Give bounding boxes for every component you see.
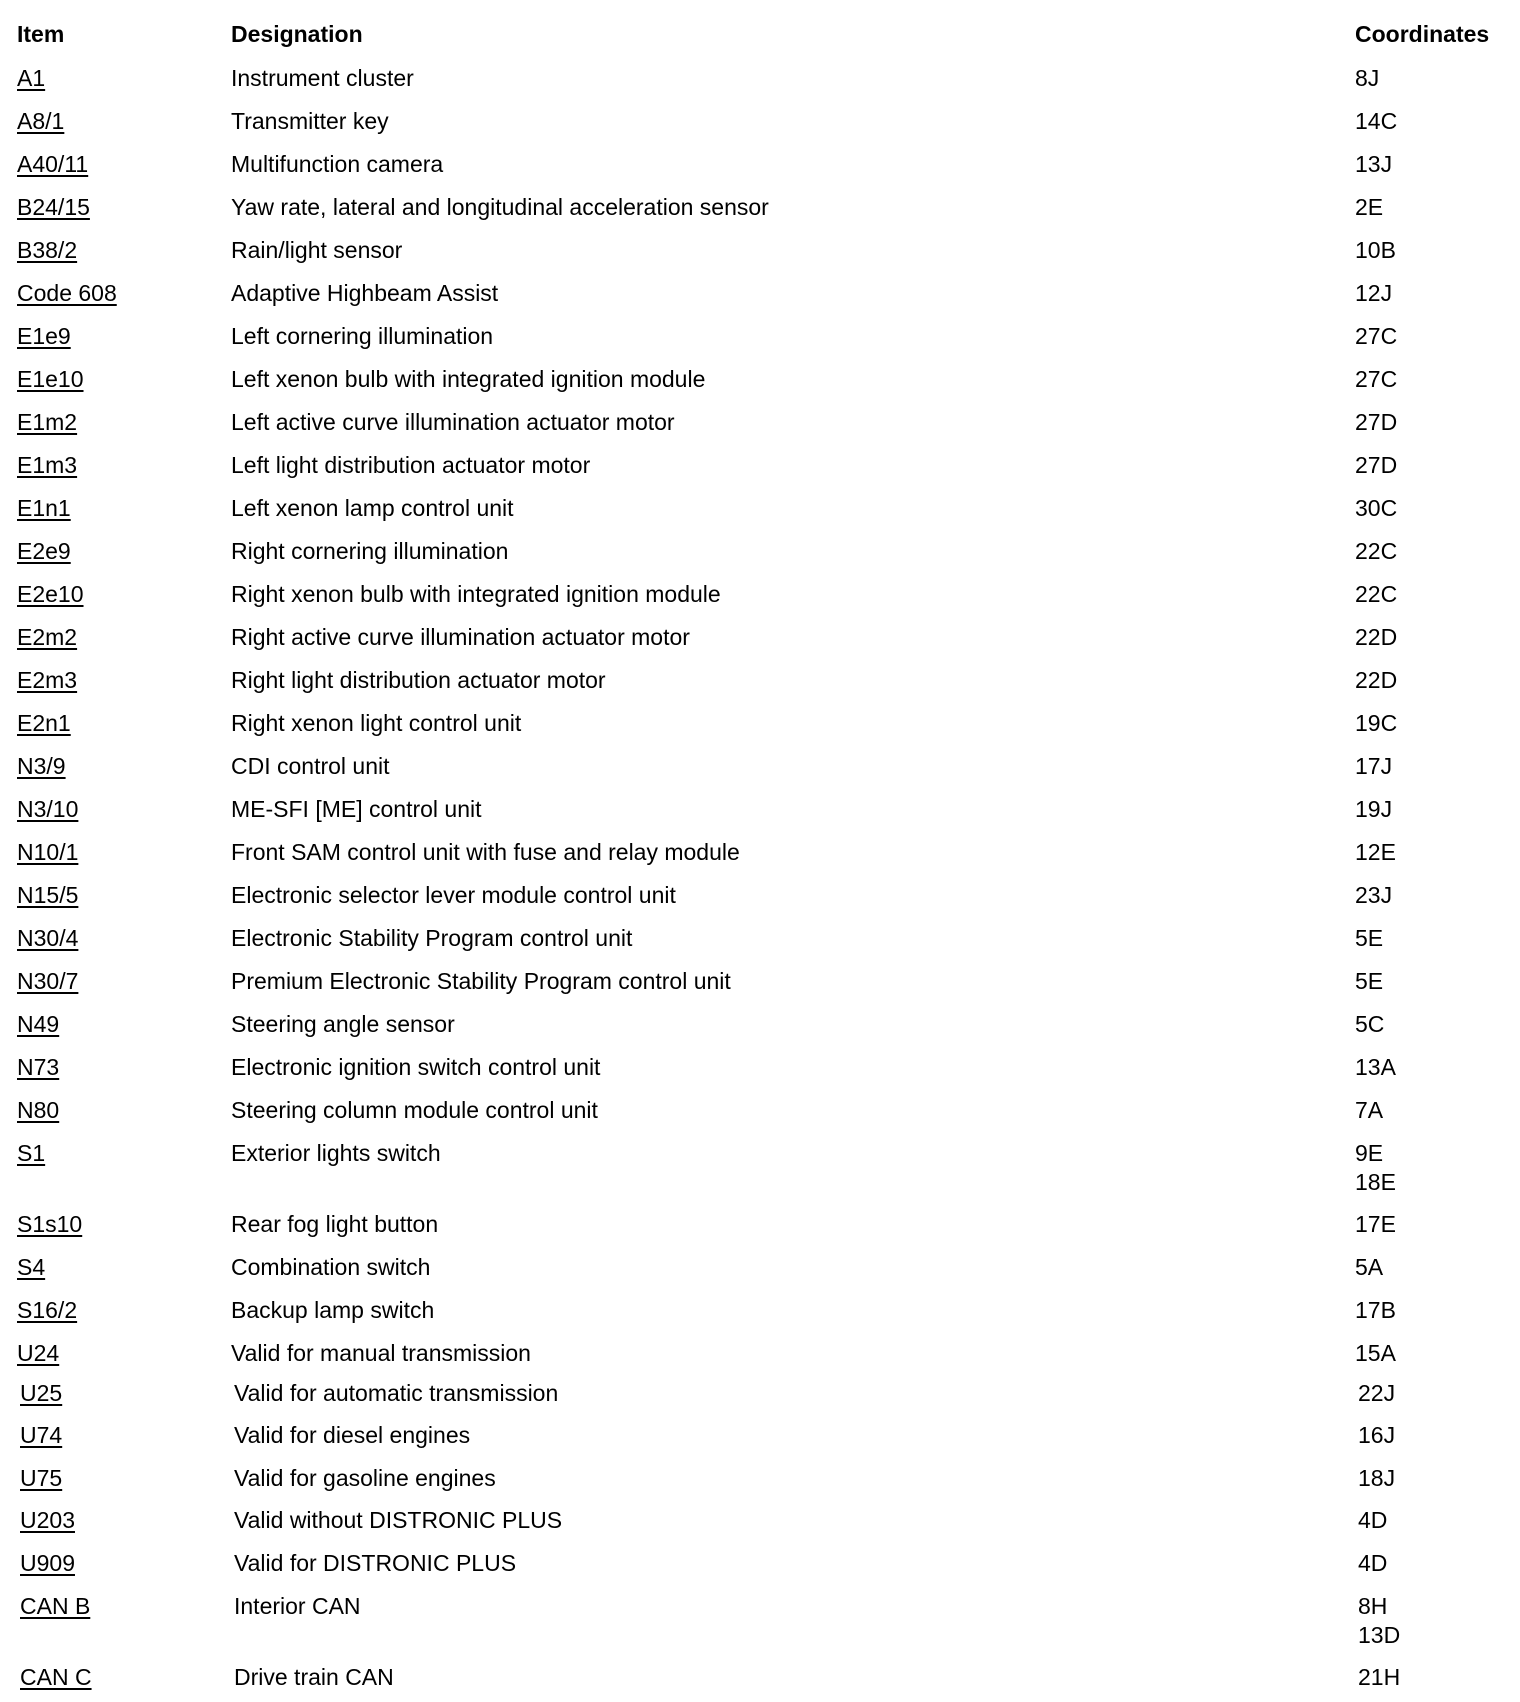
designation-text: Combination switch	[231, 1254, 431, 1280]
designation-text: Electronic selector lever module control unit	[231, 882, 676, 908]
designation-text: Yaw rate, lateral and longitudinal acceleration sensor	[231, 194, 769, 220]
designation-text: Valid for manual transmission	[231, 1340, 531, 1366]
coordinate-value: 4D	[1358, 1550, 1388, 1576]
item-link[interactable]: N49	[17, 1011, 60, 1037]
item-link[interactable]: E1m3	[17, 452, 78, 478]
coordinates-cell	[1358, 1421, 1395, 1450]
designation-text: Right cornering illumination	[231, 538, 509, 564]
coordinate-value: 15A	[1355, 1340, 1396, 1366]
coordinates-cell	[1355, 580, 1397, 609]
coordinates-cell	[1355, 193, 1383, 222]
item-link[interactable]: U74	[20, 1422, 63, 1448]
designation-text: Steering column module control unit	[231, 1097, 598, 1123]
coordinate-value: 5C	[1355, 1011, 1385, 1037]
coordinates-cell	[1358, 1379, 1395, 1408]
coordinate-value: 18E	[1355, 1169, 1396, 1195]
item-link[interactable]: U203	[20, 1507, 75, 1533]
coordinates-cell	[1355, 1096, 1383, 1125]
coordinates-cell	[1355, 1339, 1396, 1368]
item-link[interactable]: N30/7	[17, 968, 79, 994]
coordinate-value: 8H	[1358, 1593, 1388, 1619]
coordinates-cell	[1355, 752, 1392, 781]
coordinate-value: 27C	[1355, 323, 1398, 349]
item-link[interactable]: U909	[20, 1550, 75, 1576]
designation-text: Valid for automatic transmission	[234, 1380, 559, 1406]
designation-text: Multifunction camera	[231, 151, 444, 177]
designation-text: Electronic Stability Program control unit	[231, 925, 633, 951]
coordinate-value: 5A	[1355, 1254, 1384, 1280]
coordinate-value: 5E	[1355, 925, 1384, 951]
item-link[interactable]: N3/9	[17, 753, 66, 779]
coordinates-cell	[1358, 1506, 1387, 1535]
coordinate-value: 5E	[1355, 968, 1384, 994]
coordinate-value: 4D	[1358, 1507, 1388, 1533]
item-link[interactable]: N80	[17, 1097, 60, 1123]
coordinate-value: 13J	[1355, 151, 1393, 177]
coordinate-value: 2E	[1355, 194, 1384, 220]
coordinate-value: 12E	[1355, 839, 1396, 865]
designation-text: Drive train CAN	[234, 1664, 394, 1690]
item-link[interactable]: S1s10	[17, 1211, 83, 1237]
coordinate-value: 17B	[1355, 1297, 1396, 1323]
coordinates-cell	[1355, 64, 1379, 93]
coordinate-value: 27C	[1355, 366, 1398, 392]
item-link[interactable]: E2e10	[17, 581, 84, 607]
coordinates-cell	[1355, 623, 1397, 652]
coordinates-cell	[1355, 1139, 1396, 1197]
coordinate-value: 16J	[1358, 1422, 1396, 1448]
designation-text: Transmitter key	[231, 108, 389, 134]
designation-text: Backup lamp switch	[231, 1297, 435, 1323]
designation-text: Exterior lights switch	[231, 1140, 441, 1166]
coordinates-cell	[1358, 1592, 1400, 1650]
item-link[interactable]: A1	[17, 65, 46, 91]
item-link[interactable]: U75	[20, 1465, 63, 1491]
designation-text: Electronic ignition switch control unit	[231, 1054, 601, 1080]
item-link[interactable]: N30/4	[17, 925, 79, 951]
item-link[interactable]: S1	[17, 1140, 46, 1166]
coordinates-cell	[1355, 1253, 1383, 1282]
designation-text: Adaptive Highbeam Assist	[231, 280, 499, 306]
designation-text: Right xenon light control unit	[231, 710, 522, 736]
item-link[interactable]: CAN C	[20, 1664, 92, 1690]
coordinates-cell	[1355, 1210, 1396, 1239]
designation-text: Front SAM control unit with fuse and relay module	[231, 839, 740, 865]
item-link[interactable]: B38/2	[17, 237, 78, 263]
coordinate-value: 7A	[1355, 1097, 1384, 1123]
coordinate-value: 27D	[1355, 409, 1398, 435]
coordinates-cell	[1355, 279, 1392, 308]
item-link[interactable]: Code 608	[17, 280, 117, 306]
coordinate-value: 23J	[1355, 882, 1393, 908]
item-link[interactable]: A8/1	[17, 108, 65, 134]
item-link[interactable]: E2n1	[17, 710, 71, 736]
coordinates-cell	[1355, 666, 1397, 695]
designation-text: Left active curve illumination actuator motor	[231, 409, 675, 435]
item-link[interactable]: E1n1	[17, 495, 71, 521]
coordinates-cell	[1355, 537, 1397, 566]
coordinates-cell	[1355, 150, 1392, 179]
item-link[interactable]: E2m2	[17, 624, 78, 650]
coordinates-cell	[1355, 408, 1397, 437]
designation-text: Steering angle sensor	[231, 1011, 455, 1037]
item-link[interactable]: U24	[17, 1340, 60, 1366]
designation-text: Interior CAN	[234, 1593, 361, 1619]
coordinate-value: 30C	[1355, 495, 1398, 521]
item-link[interactable]: S4	[17, 1254, 46, 1280]
designation-text: Valid for gasoline engines	[234, 1465, 496, 1491]
coordinate-value: 27D	[1355, 452, 1398, 478]
header-item: Item	[17, 21, 65, 47]
item-link[interactable]: S16/2	[17, 1297, 78, 1323]
coordinate-value: 9E	[1355, 1140, 1384, 1166]
designation-text: Valid for diesel engines	[234, 1422, 471, 1448]
coordinate-value: 17E	[1355, 1211, 1396, 1237]
coordinates-cell	[1358, 1464, 1395, 1493]
coordinate-value: 12J	[1355, 280, 1393, 306]
designation-text: Valid for DISTRONIC PLUS	[234, 1550, 517, 1576]
item-link[interactable]: N10/1	[17, 839, 79, 865]
designation-text: Right light distribution actuator motor	[231, 667, 606, 693]
coordinate-value: 19J	[1355, 796, 1393, 822]
coordinate-value: 19C	[1355, 710, 1398, 736]
coordinates-cell	[1358, 1663, 1400, 1692]
coordinates-cell	[1355, 322, 1397, 351]
item-link[interactable]: E2m3	[17, 667, 78, 693]
designation-text: Premium Electronic Stability Program control unit	[231, 968, 731, 994]
coordinates-cell	[1355, 1296, 1396, 1325]
coordinates-cell	[1355, 1010, 1384, 1039]
item-link[interactable]: U25	[20, 1380, 63, 1406]
coordinate-value: 22C	[1355, 581, 1398, 607]
designation-text: Right active curve illumination actuator motor	[231, 624, 690, 650]
coordinate-value: 21H	[1358, 1664, 1401, 1690]
designation-text: Rear fog light button	[231, 1211, 439, 1237]
coordinate-value: 22D	[1355, 624, 1398, 650]
item-link[interactable]: E1m2	[17, 409, 78, 435]
item-link[interactable]: E1e10	[17, 366, 84, 392]
coordinates-cell	[1355, 236, 1396, 265]
coordinates-cell	[1355, 1053, 1396, 1082]
item-link[interactable]: N3/10	[17, 796, 79, 822]
item-link[interactable]: E1e9	[17, 323, 71, 349]
designation-text: Instrument cluster	[231, 65, 414, 91]
designation-text: Left xenon bulb with integrated ignition module	[231, 366, 706, 392]
coordinate-value: 8J	[1355, 65, 1380, 91]
coordinates-cell	[1355, 795, 1392, 824]
coordinates-cell	[1355, 838, 1396, 867]
coordinates-cell	[1355, 365, 1397, 394]
coordinates-cell	[1355, 451, 1397, 480]
coordinates-cell	[1355, 967, 1383, 996]
item-link[interactable]: N15/5	[17, 882, 79, 908]
designation-text: Left cornering illumination	[231, 323, 494, 349]
designation-text: Rain/light sensor	[231, 237, 403, 263]
coordinate-value: 13A	[1355, 1054, 1396, 1080]
coordinates-cell	[1358, 1549, 1387, 1578]
item-link[interactable]: CAN B	[20, 1593, 91, 1619]
coordinate-value: 10B	[1355, 237, 1396, 263]
item-link[interactable]: B24/15	[17, 194, 90, 220]
coordinates-cell	[1355, 709, 1397, 738]
coordinates-cell	[1355, 107, 1397, 136]
coordinate-value: 14C	[1355, 108, 1398, 134]
coordinates-cell	[1355, 924, 1383, 953]
designation-text: Right xenon bulb with integrated ignition module	[231, 581, 721, 607]
coordinate-value: 22D	[1355, 667, 1398, 693]
header-designation: Designation	[231, 21, 363, 47]
designation-text: Left xenon lamp control unit	[231, 495, 514, 521]
designation-text: ME-SFI [ME] control unit	[231, 796, 482, 822]
coordinates-cell	[1355, 881, 1392, 910]
coordinate-value: 13D	[1358, 1622, 1401, 1648]
coordinate-value: 18J	[1358, 1465, 1396, 1491]
item-link[interactable]: E2e9	[17, 538, 71, 564]
coordinate-value: 22J	[1358, 1380, 1396, 1406]
designation-text: Left light distribution actuator motor	[231, 452, 591, 478]
designation-text: CDI control unit	[231, 753, 390, 779]
item-link[interactable]: A40/11	[17, 151, 89, 177]
item-link[interactable]: N73	[17, 1054, 60, 1080]
designation-text: Valid without DISTRONIC PLUS	[234, 1507, 563, 1533]
coordinates-cell	[1355, 494, 1397, 523]
coordinate-value: 22C	[1355, 538, 1398, 564]
coordinate-value: 17J	[1355, 753, 1393, 779]
header-coordinates: Coordinates	[1355, 21, 1490, 47]
